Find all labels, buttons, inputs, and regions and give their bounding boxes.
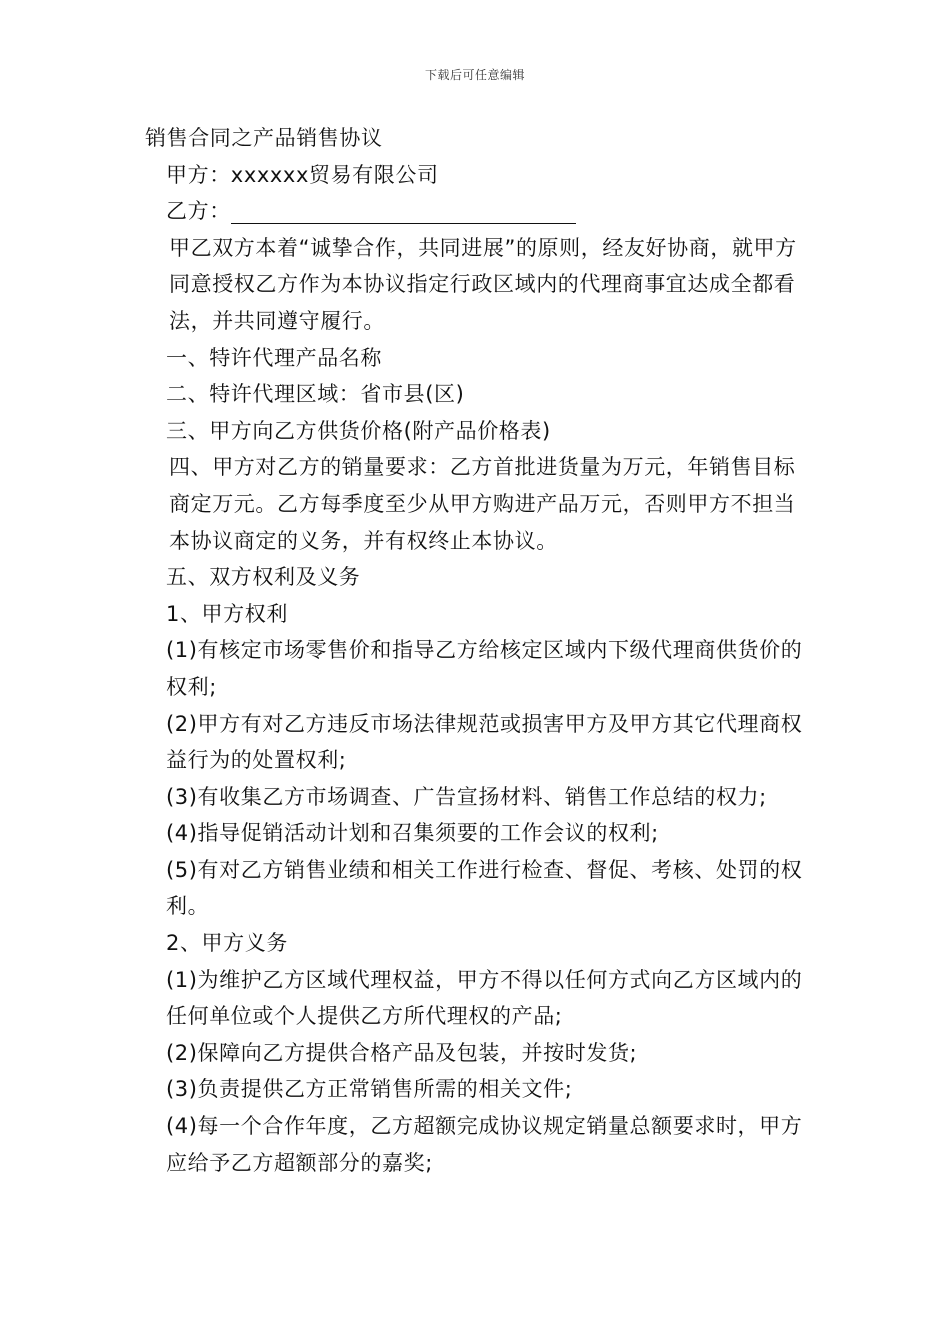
section-4: 四、甲方对乙方的销量要求：乙方首批进货量为万元，年销售目标商定万元。乙方每季度至少从甲方购进产品万元，否则甲方不担当本协议商定的义务，并有权终止本协议。 xyxy=(169,455,796,553)
duty-item-3: (3)负责提供乙方正常销售所需的相关文件; xyxy=(166,1077,573,1102)
duty-item-2: (2)保障向乙方提供合格产品及包装，并按时发货; xyxy=(166,1040,638,1065)
right-item-5: (5)有对乙方销售业绩和相关工作进行检查、督促、考核、处罚的权利。 xyxy=(166,857,803,919)
page-header-note: 下载后可任意编辑 xyxy=(424,68,525,82)
duty-item-4: (4)每一个合作年度，乙方超额完成协议规定销量总额要求时，甲方应给予乙方超额部分的嘉奖; xyxy=(166,1114,803,1175)
duty-item-1: (1)为维护乙方区域代理权益，甲方不得以任何方式向乙方区域内的任何单位或个人提供乙方所代理权的产品; xyxy=(166,967,803,1029)
section-2: 二、特许代理区域：省市县(区) xyxy=(166,382,465,407)
document-title: 销售合同之产品销售协议 xyxy=(145,126,383,150)
party-b-line xyxy=(145,193,810,230)
right-item-4: (4)指导促销活动计划和召集须要的工作会议的权利; xyxy=(166,821,659,846)
right-item-1: (1)有核定市场零售价和指导乙方给核定区域内下级代理商供货价的权利; xyxy=(166,638,803,699)
right-item-2: (2)甲方有对乙方违反市场法律规范或损害甲方及甲方其它代理商权益行为的处置权利; xyxy=(166,711,803,773)
right-item-3: (3)有收集乙方市场调查、广告宣扬材料、销售工作总结的权力; xyxy=(166,784,767,809)
subsection-party-a-rights: 1、甲方权利 xyxy=(166,601,288,626)
section-1: 一、特许代理产品名称 xyxy=(166,345,382,370)
intro-paragraph: 甲乙双方本着“诚挚合作，共同进展”的原则，经友好协商，就甲方同意授权乙方作为本协议指定行政区域内的代理商事宜达成全都看法，并共同遵守履行。 xyxy=(169,235,797,333)
party-a-line: 甲方：xxxxxx贸易有限公司 xyxy=(166,162,439,187)
party-b-blank xyxy=(231,199,576,224)
section-3: 三、甲方向乙方供货价格(附产品价格表) xyxy=(166,418,551,443)
section-5: 五、双方权利及义务 xyxy=(166,565,361,590)
party-b-label: 乙方： xyxy=(166,199,231,224)
document-body xyxy=(145,120,810,1181)
subsection-party-a-duties: 2、甲方义务 xyxy=(166,931,288,956)
